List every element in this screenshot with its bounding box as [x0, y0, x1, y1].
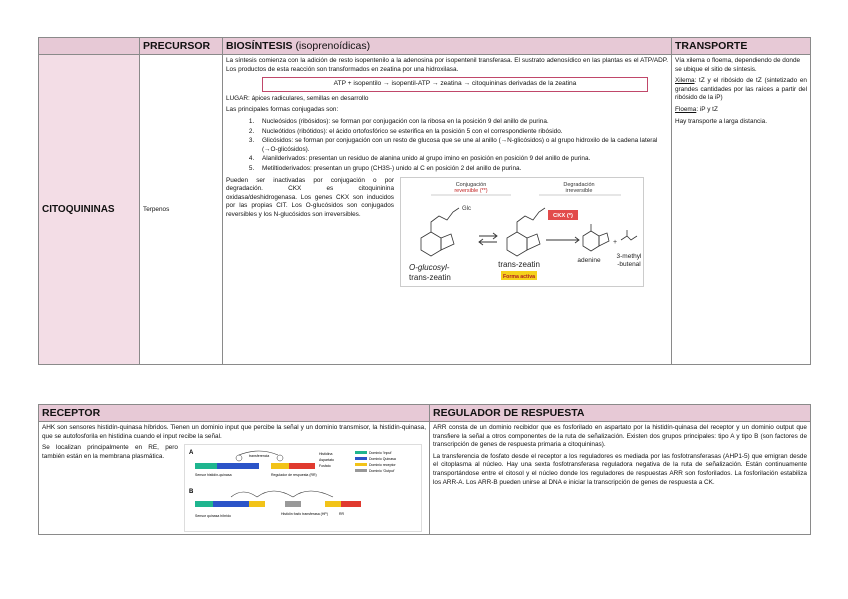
degradation-arrow-icon	[546, 237, 579, 243]
list-item: 2. Nucleótidos (ribótidos): el ácido ortofosfórico se esterifica en la posición 5 con el correspondiente ribósido.	[256, 128, 668, 137]
fig-left-title-2: reversible (**)	[454, 187, 488, 194]
transport-intro: Vía xilema o floema, dependiendo de donde se ubique el sitio de síntesis.	[675, 57, 801, 73]
legend-input-swatch	[355, 451, 367, 454]
header-biosintesis-title: BIOSÍNTESIS	[226, 40, 293, 52]
header-biosintesis-sub: (isoprenoídicas)	[295, 40, 371, 52]
cap-b3: RR	[339, 512, 345, 517]
xilema-label: Xilema	[675, 77, 695, 85]
forms-list	[226, 118, 668, 174]
b-receiver	[249, 501, 265, 507]
legend-receiver-swatch	[355, 463, 367, 466]
equilibrium-arrows-icon	[479, 233, 497, 245]
legend2-output: Dominio 'Output'	[369, 469, 395, 474]
list-item: 5. Metiltioderivados: presentan un grupo (CH3S-) unido al C en posición 2 del anillo de purina.	[256, 165, 668, 174]
fig-ckx: CKX (*)	[553, 212, 573, 219]
inactivation-text: Pueden ser inactivadas por conjugación o por degradación. CKX es citoquininina oxidasa/deshidrogenasa. Los genes CKX son inducidos por las propias CIT. Los O-glucósidos son conjugados reversibles y los N-glucósidos son irreversibles.	[226, 176, 394, 218]
legend-pho: Fosfato	[319, 464, 331, 469]
legend2-kinase: Dominio Quinasa	[369, 457, 396, 462]
legend-asp: Aspartato	[319, 458, 334, 463]
receptor-text: AHK son sensores histidín-quinasa híbridos. Tienen un dominio input que percibe la señal y un dominio transmisor, la histidín-quinasa, que se autofosforila en histidina cuando el input recibe la señal.	[42, 424, 426, 440]
fig-right-title-2: irreversible	[565, 187, 593, 194]
cap-b1: Sensor quinasa híbrido	[195, 514, 231, 519]
biosintesis-intro: La síntesis comienza con la adición de resto isopentenilo a la adenosina por isopentenil transferasa. El sustrato adenosídico en las plantas es el ATP/ADP. Los productos de esta reacción son transformados en zeatina por una hidroxilasa.	[226, 57, 668, 73]
transzeatin-structure	[507, 208, 545, 256]
list-item: 3. Glicósidos: se forman por conjugación con un resto de glucosa que se une al anillo (→N-glicósidos) o al grupo hidroxilo de la cadena lateral (→O-glicósidos).	[256, 137, 668, 154]
fig-tz: trans-zeatin	[498, 259, 540, 269]
receptor-loc: Se localizan principalmente en RE, pero también están en la membrana plasmática.	[42, 444, 178, 460]
legend-output-swatch	[355, 469, 367, 472]
cap-a2: Regulador de respuesta (RR)	[271, 473, 317, 478]
transporte-cell	[672, 55, 811, 365]
header-empty	[39, 38, 140, 55]
precursor-value: Terpenos	[140, 55, 223, 365]
legend2-input: Dominio 'Input'	[369, 451, 392, 456]
b-rr-output	[341, 501, 361, 507]
transport-distance: Hay transporte a larga distancia.	[675, 117, 768, 125]
regulador-cell	[430, 422, 811, 535]
domain-receiver	[271, 463, 289, 469]
biosintesis-cell	[223, 55, 672, 365]
inactivation-block	[226, 177, 668, 287]
fig-forma-activa: Forma activa	[502, 273, 536, 280]
b-transfer-arrows-icon	[231, 491, 333, 497]
floema-label: Floema	[675, 105, 697, 113]
oglucosyl-structure	[421, 208, 459, 256]
list-item: 1. Nucleósidos (ribósidos): se forman por conjugación con la ribosa en la posición 9 del anillo de purina.	[256, 118, 668, 127]
forms-title: Las principales formas conjugadas son:	[226, 106, 339, 114]
fig-oglu-1: O-glucosyl-	[409, 262, 450, 272]
butenal-structure	[621, 230, 637, 240]
receptor-cell	[39, 422, 430, 535]
diagram-label-b: B	[189, 489, 194, 496]
phospho-h-icon	[236, 455, 242, 461]
transfer-label: transferencia	[249, 454, 270, 459]
legend-kinase-swatch	[355, 457, 367, 460]
domain-kinase	[217, 463, 259, 469]
legend-his: Histidina	[319, 452, 333, 457]
xilema-text: : tZ y el ribósido de tZ (sintetizado en grandes cantidades por las raíces a partir del ribósido de la iP)	[675, 77, 807, 102]
regulador-p2: La transferencia de fosfato desde el receptor a los reguladores es mediada por las fosfotransferasas (AHP1-5) que emigran desde el citoplasma al núcleo. Hay una sexta fosfotransferasa reguladora negativa de la ruta de señalización. Están continuamente transportándose entre el citosol y el núcleo donde los reguladores de respuestas ARR son fosforilados. La fosforilación estabiliza los ARR-A. Los ARR-B pueden unirse al DNA e iniciar la transcripción de genes de respuesta a CK.	[433, 452, 807, 486]
lugar-text: LUGAR: ápices radiculares, semillas en desarrollo	[226, 94, 369, 102]
diagram-label-a: A	[189, 450, 194, 457]
header-receptor: RECEPTOR	[39, 405, 430, 422]
header-regulador: REGULADOR DE RESPUESTA	[430, 405, 811, 422]
pathway-box: ATP + isopentilo → isopentil-ATP → zeatina → citoquininas derivadas de la zeatina	[262, 77, 648, 92]
receptor-table	[38, 404, 811, 535]
fig-left-title-1: Conjugación	[455, 181, 487, 188]
adenine-structure	[583, 224, 609, 251]
fig-methyl-2: -butenal	[617, 260, 641, 268]
receptor-block	[42, 444, 426, 532]
transport-xilema	[675, 77, 807, 103]
citoquininas-table	[38, 37, 811, 365]
fig-glc: Glc	[462, 205, 471, 212]
domain-input	[195, 463, 217, 469]
domain-output	[289, 463, 315, 469]
list-item: 4. Alanilderivados: presentan un residuo de alanina unido al grupo imino en posición en posición 9 del anillo de purina.	[256, 155, 668, 164]
b-input	[195, 501, 213, 507]
cap-b2: Histidín fosfo transferasa (HP)	[281, 512, 328, 517]
cap-a1: Sensor histidín-quinasa	[195, 473, 232, 478]
b-rr-receiver	[325, 501, 341, 507]
regulador-p1: ARR consta de un dominio recibidor que es fosforilado en aspartato por la histidín-quinasa del receptor y un dominio output que transfiere la señal a otros componentes de la ruta de señalización. Existen dos grupos principales: tipo A y tipo B (son factores de transcripción de genes de respuesta primaria a citoquininas).	[433, 424, 807, 449]
row-label-citoquininas: CITOQUININAS	[39, 55, 140, 365]
fig-right-title-1: Degradación	[563, 181, 595, 188]
receptor-diagram-svg	[185, 445, 421, 531]
b-hp	[285, 501, 301, 507]
phospho-d-icon	[277, 455, 283, 461]
ckx-figure-svg	[401, 178, 643, 286]
fig-adenine: adenine	[577, 256, 601, 264]
header-transporte: TRANSPORTE	[672, 38, 811, 55]
legend2-receiver: Dominio receptor	[369, 463, 396, 468]
b-kinase	[213, 501, 249, 507]
ckx-figure	[400, 177, 644, 287]
fig-methyl-1: 3-methyl	[616, 252, 642, 260]
header-biosintesis	[223, 38, 672, 55]
transport-floema	[675, 106, 807, 115]
fig-oglu-2: trans-zeatin	[409, 272, 451, 282]
fig-plus: +	[613, 238, 618, 246]
header-precursor: PRECURSOR	[140, 38, 223, 55]
receptor-diagram	[184, 444, 422, 532]
floema-text: : iP y tZ	[696, 105, 718, 113]
